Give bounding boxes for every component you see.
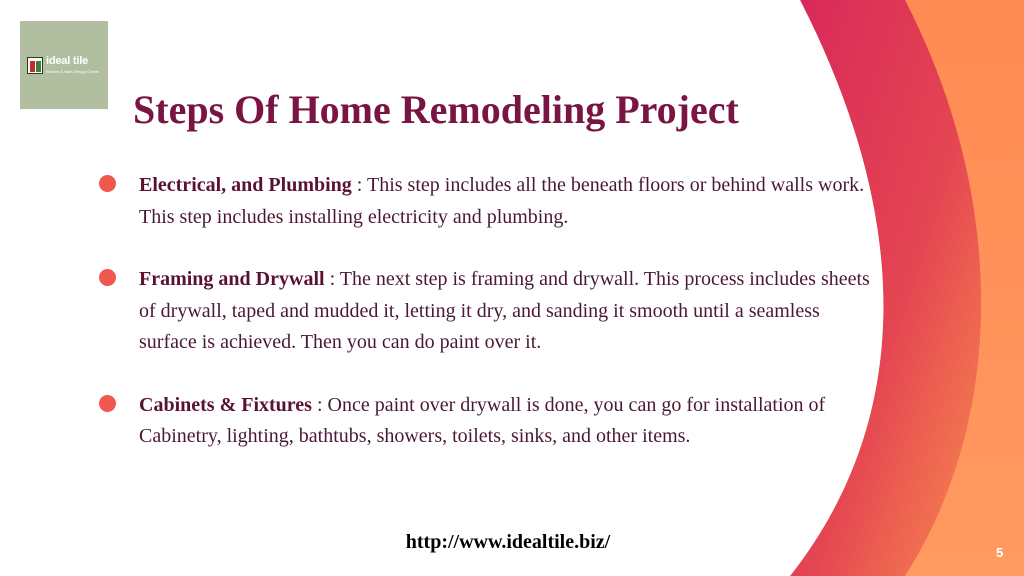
bullet-heading: Electrical, and Plumbing [139,174,352,196]
logo-mark-red-bar [30,61,35,72]
bullet-text: : Once paint over drywall is done, you can go for installation of Cabinetry, lighting, bathtubs, showers, toilets, sinks, and other items. [139,393,826,447]
bullet-dot-icon [99,395,116,412]
bullet-item-cabinets-fixtures [99,390,879,453]
logo-tagline: Kitchen & Bath Design Center [46,69,100,74]
bullet-heading: Cabinets & Fixtures [139,393,312,416]
bullet-heading: Framing and Drywall [139,268,325,290]
bullet-dot-icon [99,175,116,192]
bullet-text: : The next step is framing and drywall. This process includes sheets of drywall, taped and mudded it, letting it dry, and sanding it smooth until a seamless surface is achieved. Then you can do paint over it. [139,268,870,353]
page-number: 5 [996,545,1004,560]
ideal-tile-logo-icon [27,57,43,74]
bullet-item-framing-drywall [99,264,879,359]
logo-mark-green-bar [36,61,41,72]
bullet-dot-icon [99,269,116,286]
logo-name: ideal tile [46,55,89,67]
website-link[interactable]: http://www.idealtile.biz/ [405,531,611,553]
bullet-item-electrical-plumbing [99,170,879,233]
slide-title: Steps Of Home Remodeling Project [133,87,739,132]
steps-bullet-list [99,170,879,453]
bullet-text: : This step includes all the beneath floors or behind walls work. This step includes installing electricity and plumbing. [139,174,865,228]
company-logo [20,21,108,109]
